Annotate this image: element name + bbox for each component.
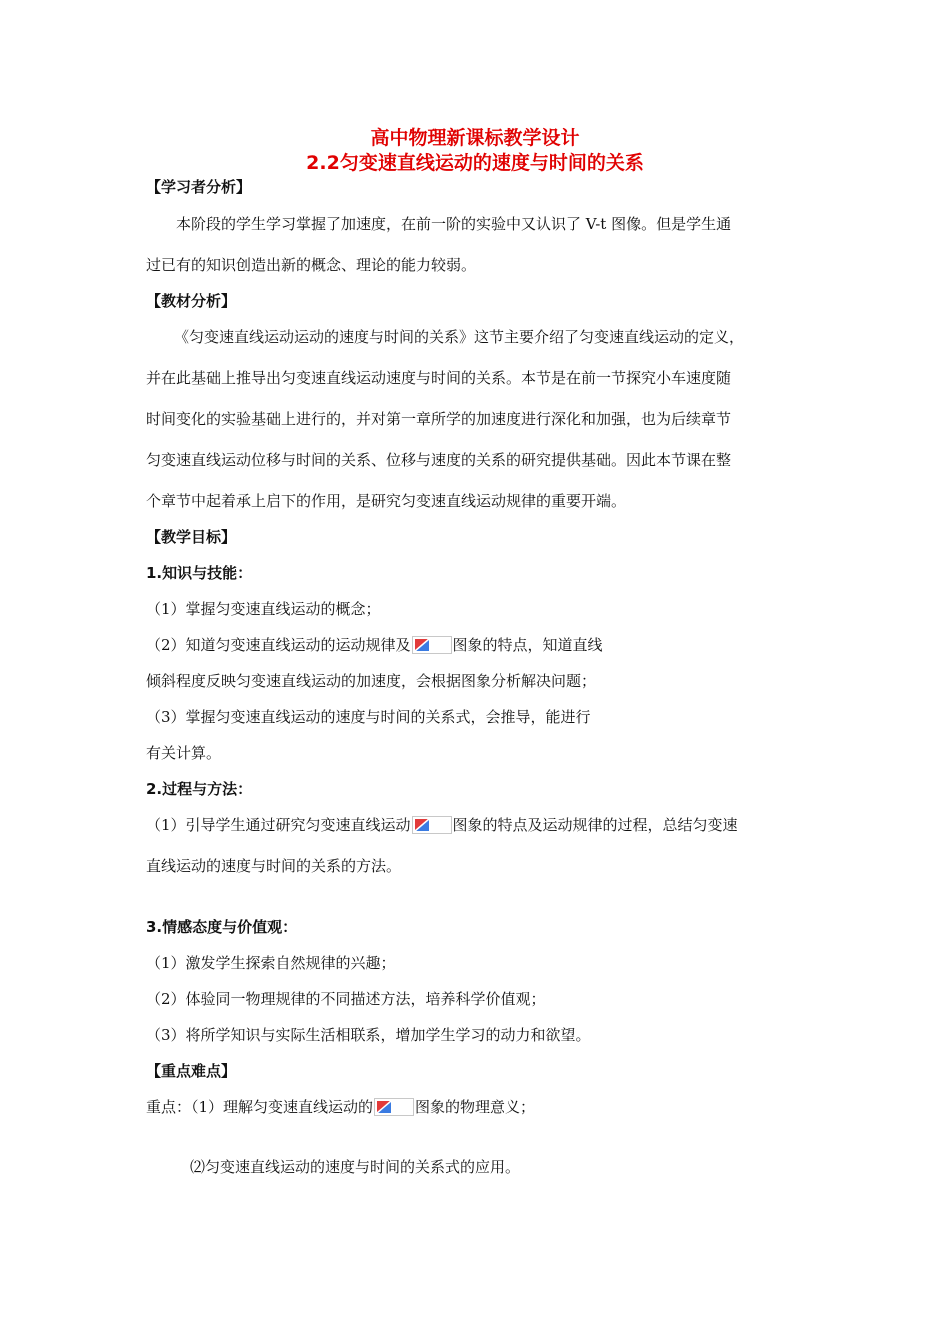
key-point-1 <box>146 1097 535 1117</box>
learner-paragraph-line-2: 过已有的知识创造出新的概念、理论的能力较弱。 <box>146 256 477 274</box>
process-item-1-text-b: 图象的特点及运动规律的过程，总结匀变速 <box>452 816 738 834</box>
knowledge-item-3-line-2: 有关计算。 <box>146 744 222 762</box>
textbook-paragraph-line-4: 匀变速直线运动位移与时间的关系、位移与速度的关系的研究提供基础。因此本节课在整 <box>146 451 732 469</box>
emotion-item-2: （2）体验同一物理规律的不同描述方法，培养科学价值观； <box>146 990 546 1008</box>
textbook-paragraph-line-1: 《匀变速直线运动运动的速度与时间的关系》这节主要介绍了匀变速直线运动的定义， <box>174 328 745 346</box>
process-item-1 <box>146 815 738 835</box>
learner-analysis-heading: 【学习者分析】 <box>146 178 252 196</box>
textbook-paragraph-line-2: 并在此基础上推导出匀变速直线运动速度与时间的关系。本节是在前一节探究小车速度随 <box>146 369 732 387</box>
knowledge-item-2-line-2: 倾斜程度反映匀变速直线运动的加速度，会根据图象分析解决问题； <box>146 672 597 690</box>
key-difficult-heading: 【重点难点】 <box>146 1062 237 1080</box>
knowledge-item-2-text-b: 图象的特点，知道直线 <box>452 636 603 654</box>
emotion-item-1: （1）激发学生探索自然规律的兴趣； <box>146 954 396 972</box>
textbook-paragraph-line-5: 个章节中起着承上启下的作用，是研究匀变速直线运动规律的重要开端。 <box>146 492 627 510</box>
key-point-1-text-b: 图象的物理意义； <box>415 1098 536 1116</box>
knowledge-item-2-text-a: （2）知道匀变速直线运动的运动规律及 <box>146 636 411 654</box>
knowledge-item-2 <box>146 635 603 655</box>
key-point-1-text-a: 重点：（1）理解匀变速直线运动的 <box>146 1098 374 1116</box>
textbook-paragraph-line-3: 时间变化的实验基础上进行的，并对第一章所学的加速度进行深化和加强，也为后续章节 <box>146 410 732 428</box>
process-item-1-line-2: 直线运动的速度与时间的关系的方法。 <box>146 857 402 875</box>
textbook-analysis-heading: 【教材分析】 <box>146 292 237 310</box>
key-point-2: ⑵匀变速直线运动的速度与时间的关系式的应用。 <box>190 1158 521 1176</box>
emotion-item-3: （3）将所学知识与实际生活相联系，增加学生学习的动力和欲望。 <box>146 1026 591 1044</box>
process-item-1-text-a: （1）引导学生通过研究匀变速直线运动 <box>146 816 411 834</box>
document-title: 高中物理新课标教学设计 <box>370 127 580 149</box>
knowledge-skills-heading: 1.知识与技能： <box>146 564 253 582</box>
broken-image-icon <box>412 816 452 834</box>
document-subtitle: 2.2匀变速直线运动的速度与时间的关系 <box>306 152 644 174</box>
emotion-values-heading: 3.情感态度与价值观： <box>146 918 298 936</box>
process-methods-heading: 2.过程与方法： <box>146 780 253 798</box>
learner-paragraph-line-1: 本阶段的学生学习掌握了加速度，在前一阶的实验中又认识了 V-t 图像。但是学生通 <box>176 215 732 233</box>
broken-image-icon <box>412 636 452 654</box>
teaching-goals-heading: 【教学目标】 <box>146 528 237 546</box>
knowledge-item-3: （3）掌握匀变速直线运动的速度与时间的关系式，会推导，能进行 <box>146 708 591 726</box>
knowledge-item-1: （1）掌握匀变速直线运动的概念； <box>146 600 381 618</box>
broken-image-icon <box>374 1098 414 1116</box>
